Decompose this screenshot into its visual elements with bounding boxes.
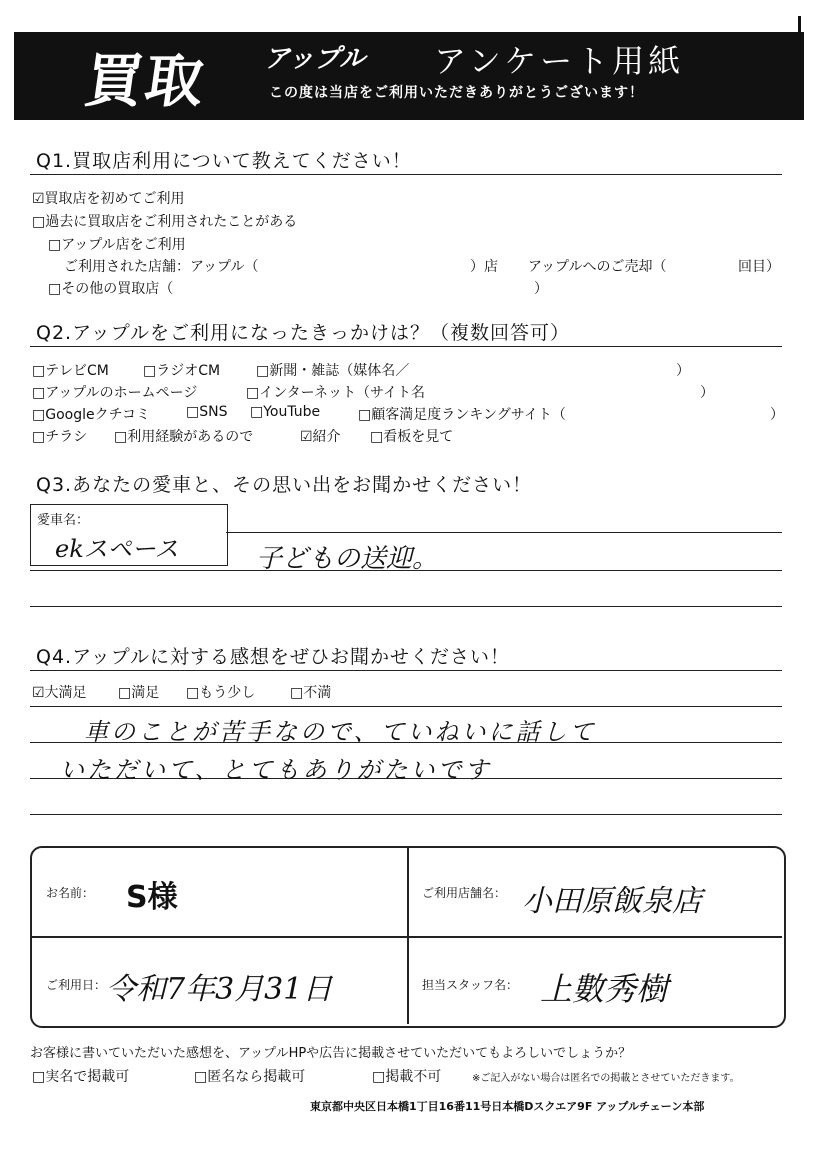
q1-sales-count-label: アップルへのご売却（	[528, 259, 667, 275]
q2-option-tv[interactable]: □テレビCM	[32, 363, 109, 379]
header-banner	[14, 32, 804, 120]
q4-line-1	[30, 706, 782, 707]
q4-option-dissatisfied[interactable]: □不満	[290, 685, 332, 701]
q1-option-first-time[interactable]: ☑買取店を初めてご利用	[32, 191, 185, 207]
q3-line-1	[226, 532, 782, 533]
q2-option-signboard[interactable]: □看板を見て	[370, 429, 454, 445]
consent-anonymous[interactable]: □匿名なら掲載可	[194, 1069, 306, 1085]
q1-sales-count-suffix: 回目）	[738, 259, 780, 275]
q2-option-prior-use[interactable]: □利用経験があるので	[114, 429, 254, 445]
q1-other-store-close: ）	[534, 281, 548, 297]
q1-store-used-label: ご利用された店舗：アップル（	[64, 259, 259, 275]
q2-option-internet[interactable]: □インターネット（サイト名	[246, 385, 425, 401]
brand-name: アップル	[264, 44, 366, 74]
q1-option-used-before[interactable]: □過去に買取店をご利用されたことがある	[32, 214, 298, 230]
info-horizontal-divider	[32, 936, 782, 938]
q2-option-youtube[interactable]: □YouTube	[250, 404, 321, 420]
q2-option-homepage[interactable]: □アップルのホームページ	[32, 385, 198, 401]
q2-option-radio[interactable]: □ラジオCM	[143, 363, 221, 379]
consent-not-allowed[interactable]: □掲載不可	[372, 1069, 442, 1085]
car-name-label: 愛車名：	[37, 513, 90, 528]
q4-comment-line-1[interactable]: 車のことが苦手なので、ていねいに話して	[84, 718, 597, 746]
q1-option-apple-store[interactable]: □アップル店をご利用	[48, 237, 186, 253]
header-subtitle: この度は当店をご利用いただきありがとうございます！	[269, 85, 644, 101]
q4-line-4	[30, 814, 782, 815]
q2-option-flyer[interactable]: □チラシ	[32, 429, 88, 445]
q2-newspaper-close: ）	[676, 363, 690, 379]
name-value[interactable]: S様	[126, 880, 178, 915]
q4-comment-line-2[interactable]: いただいて、とてもありがたいです	[60, 756, 492, 784]
q2-option-google[interactable]: □Googleクチコミ	[32, 407, 151, 423]
q2-ranking-close: ）	[770, 407, 784, 423]
q3-memory-text[interactable]: 子どもの送迎。	[256, 544, 439, 574]
staff-value[interactable]: 上數秀樹	[540, 970, 669, 1008]
q2-option-sns[interactable]: □SNS	[186, 404, 228, 420]
q4-option-very-satisfied[interactable]: ☑大満足	[32, 685, 87, 701]
name-label: お名前：	[46, 886, 95, 900]
q2-internet-close: ）	[700, 385, 714, 401]
q4-option-satisfied[interactable]: □満足	[118, 685, 160, 701]
company-address: 東京都中央区日本橋1丁目16番11号日本橋Dスクエア9F アップルチェーン本部	[310, 1100, 705, 1113]
q4-title: Q4.アップルに対する感想をぜひお聞かせください！	[36, 646, 510, 668]
q1-title: Q1.買取店利用について教えてください！	[36, 150, 412, 172]
q1-option-other-store[interactable]: □その他の買取店（	[48, 281, 174, 297]
q1-divider	[30, 174, 782, 175]
publication-question: お客様に書いていただいた感想を、アップルHPや広告に掲載させていただいてもよろしいでしょうか？	[30, 1046, 632, 1061]
q2-option-newspaper[interactable]: □新聞・雑誌（媒体名／	[256, 363, 410, 379]
car-name-box	[30, 504, 228, 566]
q4-option-could-improve[interactable]: □もう少し	[186, 685, 256, 701]
header-logo: 買取	[80, 47, 211, 115]
date-value[interactable]: 令和7年3月31日	[106, 972, 333, 1007]
form-title: アンケート用紙	[434, 42, 685, 80]
consent-real-name[interactable]: □実名で掲載可	[32, 1069, 130, 1085]
q2-title: Q2.アップルをご利用になったきっかけは？（複数回答可）	[36, 322, 570, 344]
car-name-value[interactable]: ekスペース	[55, 535, 179, 563]
q2-divider	[30, 346, 782, 347]
q4-divider	[30, 670, 782, 671]
q3-title: Q3.あなたの愛車と、その思い出をお聞かせください！	[36, 474, 533, 496]
q2-option-ranking[interactable]: □顧客満足度ランキングサイト（	[358, 407, 566, 423]
store-value[interactable]: 小田原飯泉店	[522, 884, 702, 919]
date-label: ご利用日：	[46, 978, 107, 992]
q1-store-suffix: ）店	[470, 259, 498, 275]
staff-label: 担当スタッフ名：	[422, 978, 519, 992]
q2-option-referral[interactable]: ☑紹介	[300, 429, 341, 445]
q3-line-3	[30, 606, 782, 607]
consent-note: ※ご記入がない場合は匿名での掲載とさせていただきます。	[472, 1073, 740, 1084]
store-label: ご利用店舗名：	[422, 886, 507, 900]
